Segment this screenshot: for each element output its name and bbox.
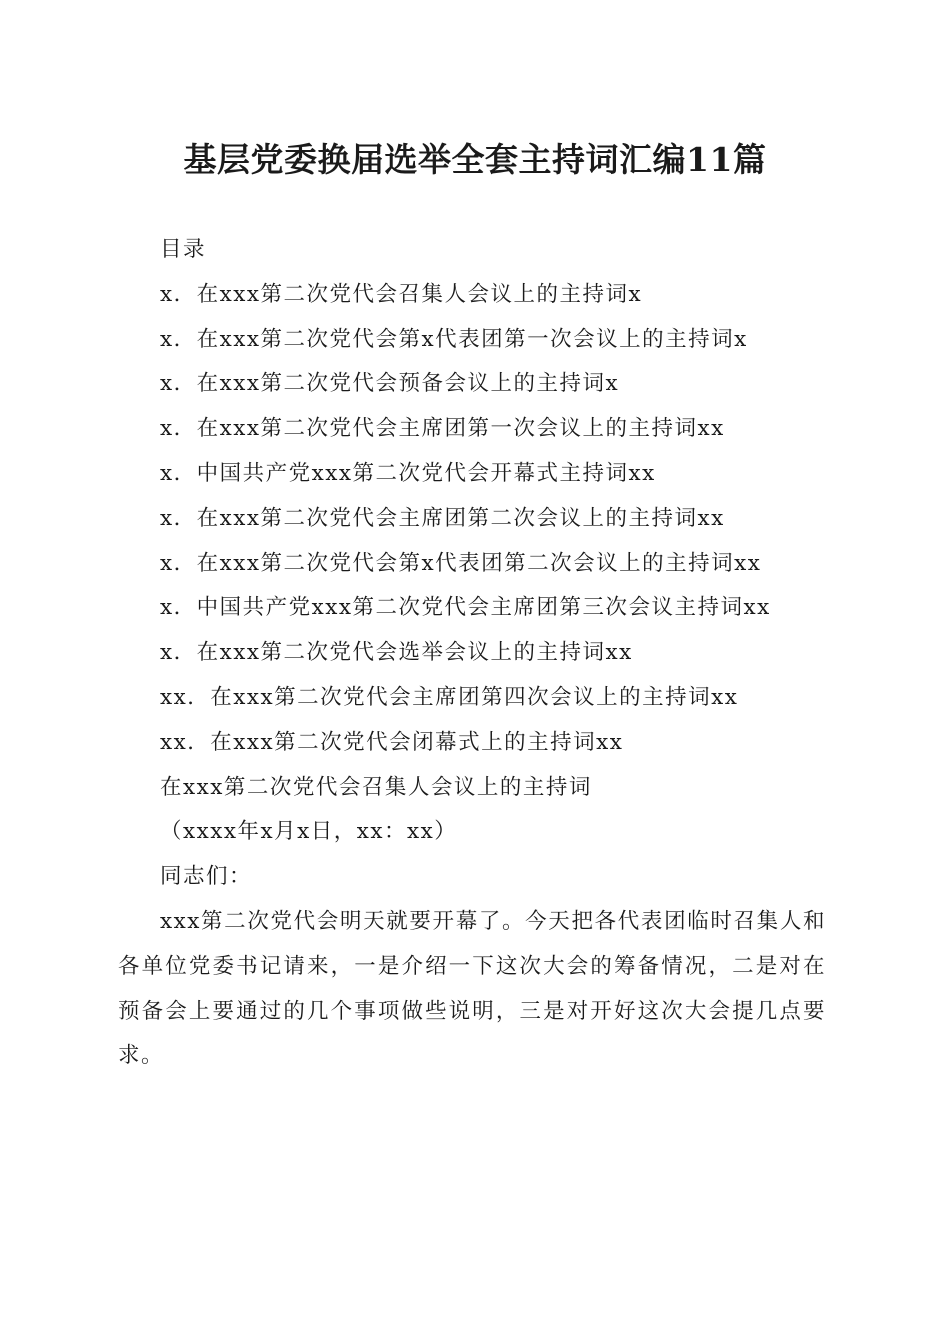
document-body <box>118 228 826 1079</box>
salutation: 同志们： <box>160 864 253 890</box>
toc-item: x．在xxx第二次党代会第x代表团第一次会议上的主持词x <box>160 326 748 352</box>
body-paragraph: xxx第二次党代会明天就要开幕了。今天把各代表团临时召集人和各单位党委书记请来，一是介绍一下这次大会的筹备情况，二是对在预备会上要通过的几个事项做些说明，三是对开好这次大会提几点要求。 <box>118 908 826 1069</box>
toc-item: x．中国共产党xxx第二次党代会主席团第三次会议主持词xx <box>160 595 771 621</box>
toc-item: xx．在xxx第二次党代会闭幕式上的主持词xx <box>160 729 624 755</box>
toc-item: x．在xxx第二次党代会预备会议上的主持词x <box>160 371 620 397</box>
toc-item: xx．在xxx第二次党代会主席团第四次会议上的主持词xx <box>160 684 739 710</box>
document-title: 基层党委换届选举全套主持词汇编11篇 <box>183 140 767 179</box>
toc-item: x．中国共产党xxx第二次党代会开幕式主持词xx <box>160 460 656 486</box>
toc-item: x．在xxx第二次党代会主席团第二次会议上的主持词xx <box>160 505 725 531</box>
toc-label: 目录 <box>160 237 207 262</box>
section-heading: 在xxx第二次党代会召集人会议上的主持词 <box>160 774 592 800</box>
date-line: （xxxx年x月x日，xx：xx） <box>160 819 458 845</box>
toc-item: x．在xxx第二次党代会召集人会议上的主持词x <box>160 281 643 307</box>
toc-item: x．在xxx第二次党代会主席团第一次会议上的主持词xx <box>160 416 725 442</box>
toc-item: x．在xxx第二次党代会第x代表团第二次会议上的主持词xx <box>160 550 762 576</box>
toc-item: x．在xxx第二次党代会选举会议上的主持词xx <box>160 640 633 666</box>
